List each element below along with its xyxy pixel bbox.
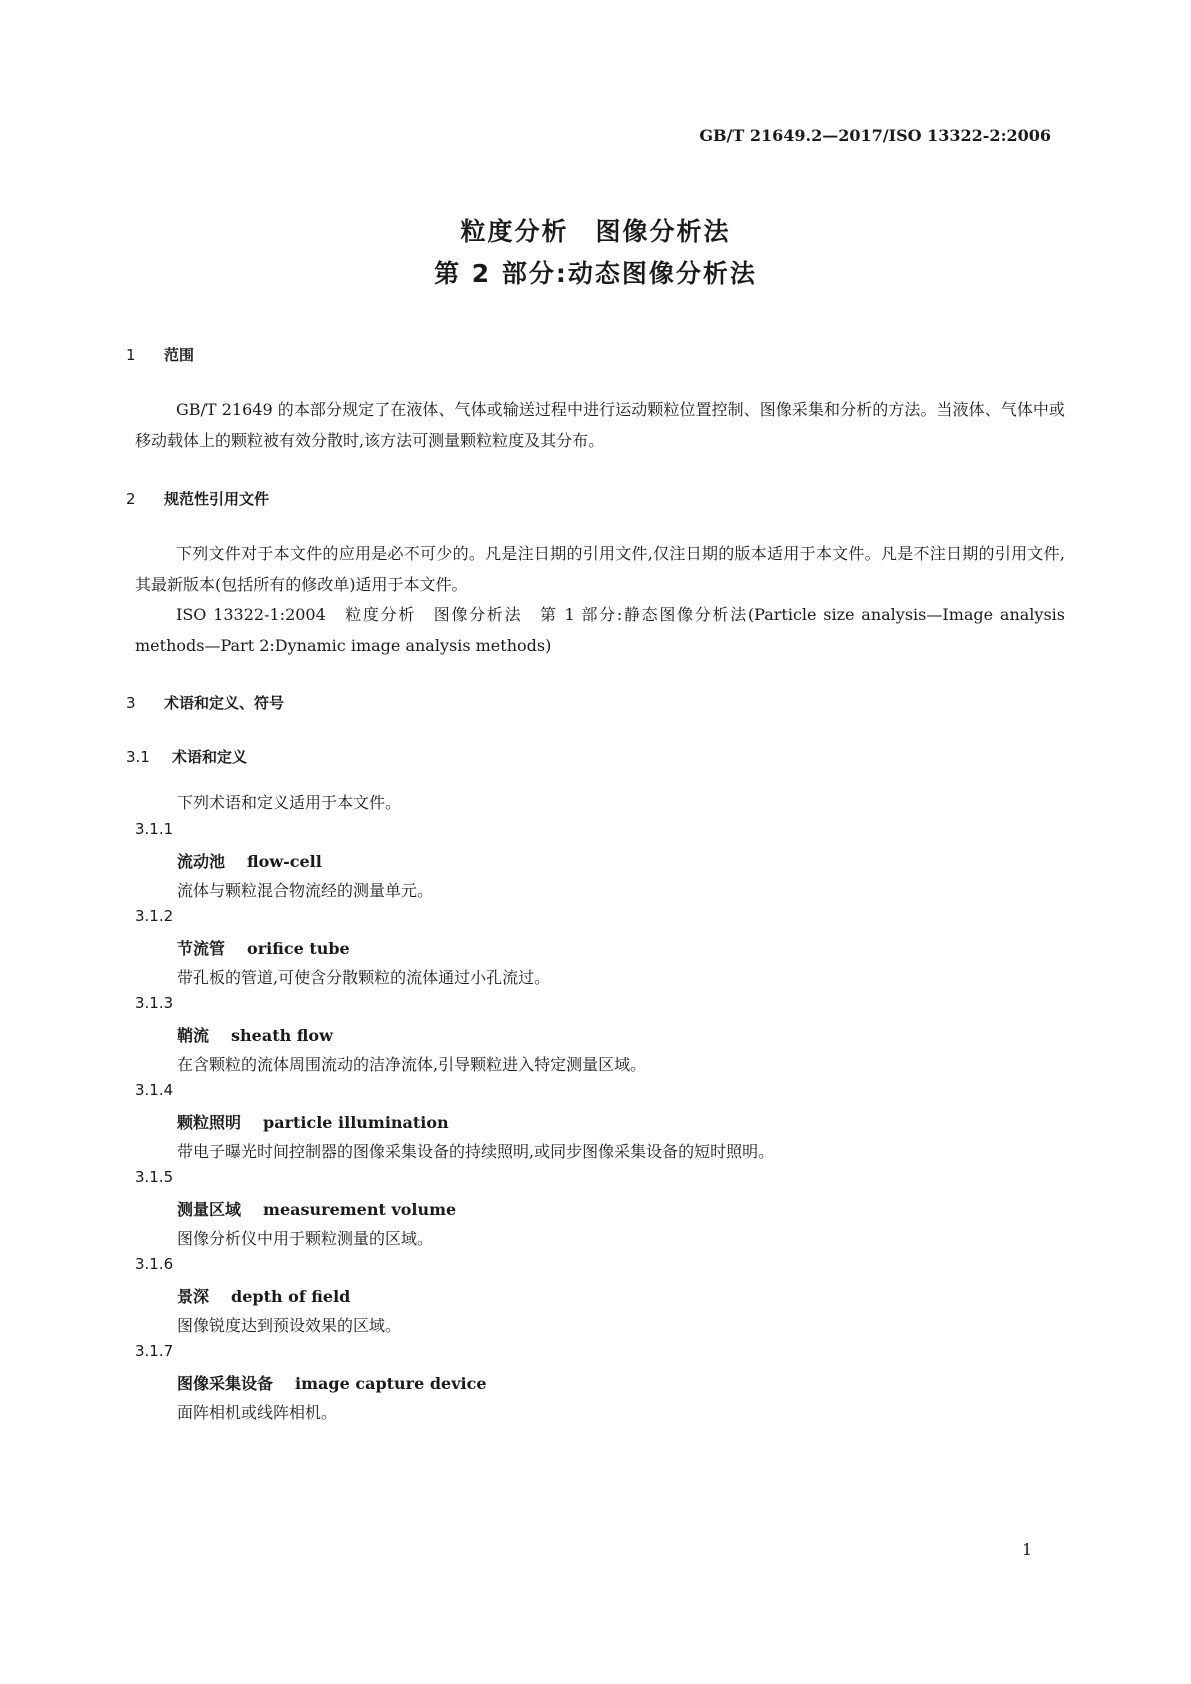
title-line-2: 第 2 部分:动态图像分析法 — [434, 259, 757, 288]
term-en: image capture device — [295, 1374, 487, 1393]
section-title: 范围 — [164, 346, 195, 364]
term-zh: 景深 — [177, 1287, 210, 1306]
reference-text: ISO 13322-1:2004 粒度分析 图像分析法 第 1 部分:静态图像分析法(Particle size analysis—Image analysis methods—Part 2:Dynamic image analysis methods) — [135, 605, 1065, 655]
section-2-paragraph-1 — [135, 538, 1065, 600]
term-zh: 鞘流 — [177, 1026, 210, 1045]
term-zh: 节流管 — [177, 939, 226, 958]
term-number: 3.1.1 — [135, 820, 174, 838]
term-zh: 颗粒照明 — [177, 1113, 242, 1132]
page-number: 1 — [1022, 1540, 1033, 1559]
term-definition: 在含颗粒的流体周围流动的洁净流体,引导颗粒进入特定测量区域。 — [177, 1055, 647, 1074]
term-name — [177, 1284, 350, 1307]
section-2-paragraph-2 — [135, 599, 1065, 661]
term-en: depth of field — [231, 1287, 351, 1306]
term-definition: 图像分析仪中用于颗粒测量的区域。 — [177, 1229, 434, 1248]
section-number: 3 — [126, 694, 136, 712]
section-3-1-intro: 下列术语和定义适用于本文件。 — [177, 793, 402, 812]
section-number: 3.1 — [126, 748, 150, 766]
section-number: 1 — [126, 346, 136, 364]
term-number: 3.1.4 — [135, 1081, 174, 1099]
term-definition: 图像锐度达到预设效果的区域。 — [177, 1316, 402, 1335]
section-2-heading — [126, 488, 269, 509]
term-number: 3.1.2 — [135, 907, 174, 925]
section-title: 术语和定义 — [172, 748, 248, 766]
term-zh: 图像采集设备 — [177, 1374, 274, 1393]
paragraph-text: 下列文件对于本文件的应用是必不可少的。凡是注日期的引用文件,仅注日期的版本适用于本文件。凡是不注日期的引用文件,其最新版本(包括所有的修改单)适用于本文件。 — [135, 544, 1065, 594]
term-definition: 带孔板的管道,可使含分散颗粒的流体通过小孔流过。 — [177, 968, 551, 987]
term-name — [177, 1371, 487, 1394]
term-en: measurement volume — [263, 1200, 457, 1219]
term-name — [177, 1197, 456, 1220]
term-name — [177, 1023, 333, 1046]
term-en: particle illumination — [263, 1113, 449, 1132]
term-en: sheath flow — [231, 1026, 333, 1045]
document-id: GB/T 21649.2—2017/ISO 13322-2:2006 — [699, 126, 1051, 145]
term-name — [177, 1110, 449, 1133]
term-definition: 带电子曝光时间控制器的图像采集设备的持续照明,或同步图像采集设备的短时照明。 — [177, 1142, 775, 1161]
section-1-heading — [126, 344, 194, 365]
term-number: 3.1.7 — [135, 1342, 174, 1360]
section-title: 规范性引用文件 — [164, 490, 270, 508]
section-3-heading — [126, 692, 284, 713]
title-line-1: 粒度分析 图像分析法 — [460, 217, 731, 246]
section-title: 术语和定义、符号 — [164, 694, 285, 712]
term-definition: 流体与颗粒混合物流经的测量单元。 — [177, 881, 434, 900]
term-name — [177, 849, 322, 872]
term-definition: 面阵相机或线阵相机。 — [177, 1403, 338, 1422]
term-name — [177, 936, 350, 959]
section-number: 2 — [126, 490, 136, 508]
term-en: flow-cell — [247, 852, 322, 871]
section-3-1-heading — [126, 746, 247, 767]
section-1-paragraph — [135, 394, 1065, 456]
term-zh: 测量区域 — [177, 1200, 242, 1219]
term-en: orifice tube — [247, 939, 350, 958]
term-zh: 流动池 — [177, 852, 226, 871]
paragraph-text: GB/T 21649 的本部分规定了在液体、气体或输送过程中进行运动颗粒位置控制、图像采集和分析的方法。当液体、气体中或移动载体上的颗粒被有效分散时,该方法可测量颗粒粒度及其分布。 — [135, 400, 1065, 450]
term-number: 3.1.3 — [135, 994, 174, 1012]
term-number: 3.1.5 — [135, 1168, 174, 1186]
term-number: 3.1.6 — [135, 1255, 174, 1273]
